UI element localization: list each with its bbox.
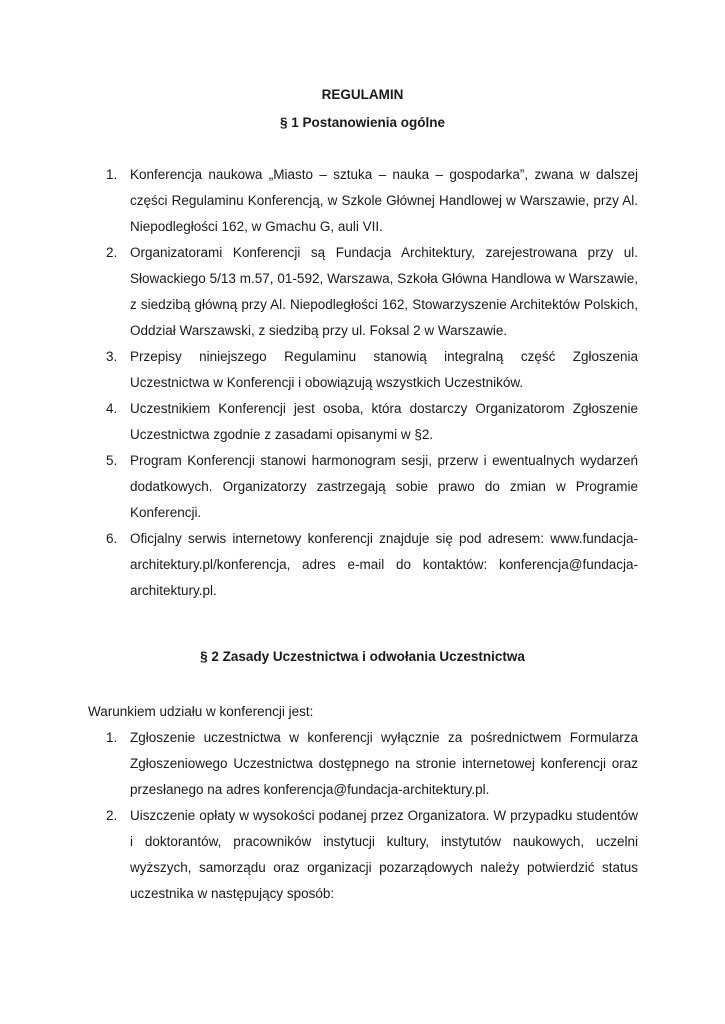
item-text: Konferencja naukowa „Miasto – sztuka – nauka – gospodarka”, zwana w dalszej części Regulaminu Konferencją, w Szkole Głównej Handlowej w Warszawie, przy Al. Niepodległości 162, w Gmachu G, auli VII.: [130, 167, 638, 234]
item-text: Oficjalny serwis internetowy konferencji znajduje się pod adresem: www.fundacja-architektury.pl/konferencja, adres e-mail do kontaktów: konferencja@fundacja-architektury.pl.: [130, 531, 638, 598]
section-1-list: [88, 162, 638, 604]
item-number: 1.: [106, 730, 118, 745]
item-text: Program Konferencji stanowi harmonogram sesji, przerw i ewentualnych wydarzeń dodatkowych. Organizatorzy zastrzegają sobie prawo do zmian w Programie Konferencji.: [130, 453, 638, 520]
list-item: [88, 162, 638, 240]
item-number: 6.: [106, 531, 118, 546]
list-item: [88, 725, 638, 803]
list-item: [88, 396, 638, 448]
item-number: 2.: [106, 808, 118, 823]
item-number: 2.: [106, 245, 118, 260]
document-title: REGULAMIN: [321, 87, 404, 102]
item-number: 4.: [106, 401, 118, 416]
section-2-intro: Warunkiem udziału w konferencji jest:: [88, 704, 314, 719]
section-1-heading: § 1 Postanowienia ogólne: [279, 115, 446, 130]
item-text: Uiszczenie opłaty w wysokości podanej przez Organizatora. W przypadku studentów i doktorantów, pracowników instytucji kultury, instytutów naukowych, uczelni wyższych, samorządu oraz organizacji pozarządowych należy potwierdzić status uczestnika w następujący sposób:: [130, 808, 638, 901]
section-2-heading: § 2 Zasady Uczestnictwa i odwołania Uczestnictwa: [200, 649, 525, 664]
item-text: Organizatorami Konferencji są Fundacja Architektury, zarejestrowana przy ul. Słowackiego 5/13 m.57, 01-592, Warszawa, Szkoła Główna Handlowa w Warszawie, z siedzibą główną przy Al. Niepodległości 162, Stowarzyszenie Architektów Polskich, Oddział Warszawski, z siedzibą przy ul. Foksal 2 w Warszawie.: [130, 245, 638, 338]
item-text: Zgłoszenie uczestnictwa w konferencji wyłącznie za pośrednictwem Formularza Zgłoszeniowego Uczestnictwa dostępnego na stronie internetowej konferencji oraz przesłanego na adres konferencja@fundacja-architektury.pl.: [130, 730, 638, 797]
list-item: [88, 803, 638, 907]
item-number: 3.: [106, 349, 118, 364]
list-item: [88, 526, 638, 604]
item-number: 5.: [106, 453, 118, 468]
item-text: Przepisy niniejszego Regulaminu stanowią integralną część Zgłoszenia Uczestnictwa w Konferencji i obowiązują wszystkich Uczestników.: [130, 349, 638, 390]
section-2-list: [88, 725, 638, 907]
list-item: [88, 240, 638, 344]
item-number: 1.: [106, 167, 118, 182]
list-item: [88, 448, 638, 526]
list-item: [88, 344, 638, 396]
item-text: Uczestnikiem Konferencji jest osoba, która dostarczy Organizatorom Zgłoszenie Uczestnictwa zgodnie z zasadami opisanymi w §2.: [130, 401, 638, 442]
